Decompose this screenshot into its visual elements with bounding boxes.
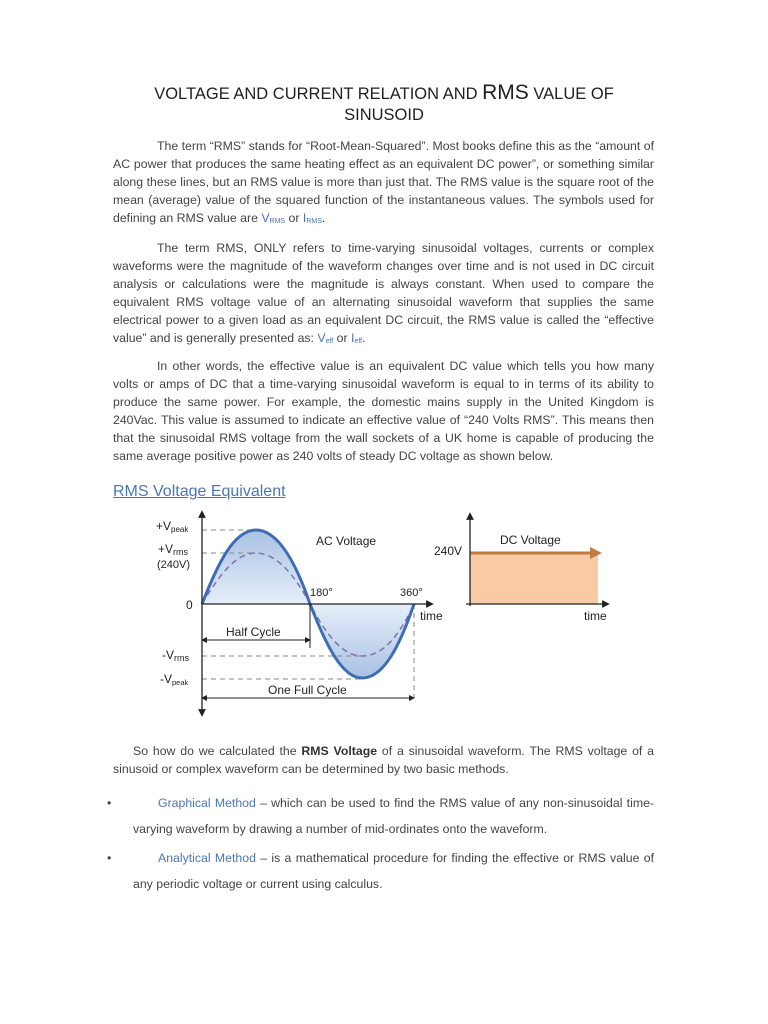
- section-heading[interactable]: RMS Voltage Equivalent: [113, 483, 286, 500]
- ieff-symbol: Ieff: [351, 331, 363, 345]
- paragraph-4: So how do we calculated the RMS Voltage of a sinusoidal waveform. The RMS voltage of a sinusoid or complex waveform can be determined by two basic methods.: [113, 744, 654, 776]
- neg-vrms-label: -Vrms: [162, 648, 189, 663]
- vpeak-label: +Vpeak: [156, 519, 189, 534]
- full-cycle-label: One Full Cycle: [268, 683, 347, 697]
- title-line-2: SINUSOID: [344, 106, 424, 124]
- ac-time-label: time: [420, 609, 443, 623]
- analytical-method-link[interactable]: Analytical Method: [158, 851, 256, 865]
- paragraph-2: The term RMS, ONLY refers to time-varying sinusoidal voltages, currents or complex waveforms were the magnitude of the waveform changes over time and is not used in DC circuit analysis or calculations were the magnitude is always constant. When used to compare the equivalent RMS voltage value of an alternating sinusoidal waveform that supplies the same electrical power to a given load as an equivalent DC circuit, the RMS value is called the “effective value” and is generally presented as: Veff or Ieff.: [113, 241, 654, 345]
- paragraph-1: The term “RMS” stands for “Root-Mean-Squared”. Most books define this as the “amount of AC power that produces the same heating effect as an equivalent DC power”, or something similar along these lines, but an RMS value is more than just that. The RMS value is the square root of the mean (average) value of the squared function of the instantaneous values. The symbols used for defining an RMS value are VRMS or IRMS.: [113, 139, 654, 225]
- dc-240v-label: 240V: [434, 544, 463, 558]
- title-part-2: VALUE OF: [528, 85, 614, 103]
- half-cycle-label: Half Cycle: [226, 625, 281, 639]
- deg180-label: 180°: [310, 587, 333, 599]
- bullet-graphical-method: • Graphical Method – which can be used to find the RMS value of any non-sinusoidal time-varying waveform by drawing a number of mid-ordinates onto the waveform.: [113, 790, 654, 842]
- bullet-analytical-method: • Analytical Method – is a mathematical procedure for finding the effective or RMS value of any periodic voltage or current using calculus.: [113, 845, 654, 897]
- graphical-method-link[interactable]: Graphical Method: [158, 796, 256, 810]
- page-title: [100, 82, 668, 126]
- vrms-label: +Vrms: [158, 542, 189, 557]
- dc-voltage-area: [470, 554, 598, 604]
- dc-time-label: time: [584, 609, 607, 623]
- paragraph-3: In other words, the effective value is an equivalent DC value which tells you how many volts or amps of DC that a time-varying sinusoidal waveform is equal to in terms of its ability to produce the same power. For example, the domestic mains supply in the United Kingdom is 240Vac. This value is assumed to indicate an effective value of “240 Volts RMS”. This means then that the sinusoidal RMS voltage from the wall sockets of a UK home is capable of producing the same average positive power as 240 volts of steady DC voltage as shown below.: [113, 359, 654, 463]
- bullet-dot: •: [107, 851, 112, 865]
- deg360-label: 360°: [400, 587, 423, 599]
- vrms-value-label: (240V): [157, 559, 191, 571]
- ac-voltage-label: AC Voltage: [316, 534, 377, 548]
- rms-voltage-figure: [140, 508, 630, 723]
- title-part-1: VOLTAGE AND CURRENT RELATION AND: [154, 85, 483, 103]
- dc-voltage-label: DC Voltage: [500, 533, 561, 547]
- neg-vpeak-label: -Vpeak: [160, 672, 189, 687]
- bullet-dot: •: [107, 796, 112, 810]
- title-rms: RMS: [482, 81, 529, 104]
- irms-symbol: IRMS: [302, 211, 322, 225]
- veff-symbol: Veff: [317, 331, 334, 345]
- zero-label: 0: [186, 598, 193, 612]
- vrms-symbol: VRMS: [261, 211, 286, 225]
